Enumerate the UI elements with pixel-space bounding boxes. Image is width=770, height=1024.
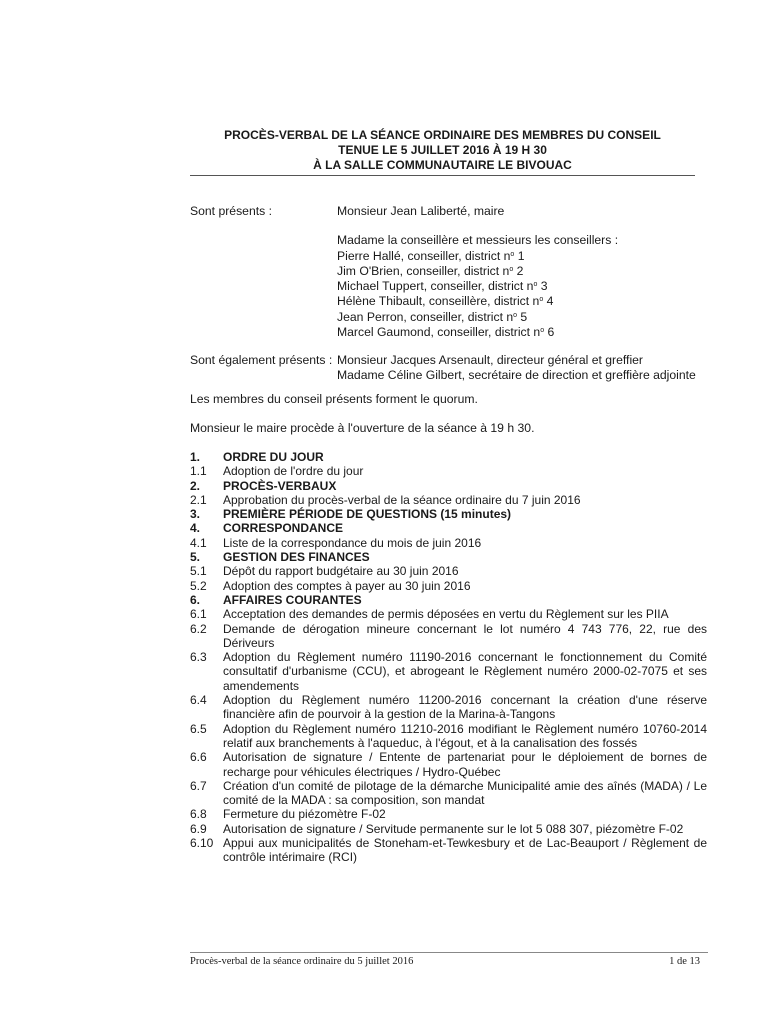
agenda-item-text: PREMIÈRE PÉRIODE DE QUESTIONS (15 minutes) [223, 507, 512, 522]
page-footer [190, 956, 700, 967]
quorum-text: Les membres du conseil présents forment le quorum. [190, 392, 478, 406]
agenda-item-text: Adoption du Règlement numéro 11190-2016 concernant le fonctionnement du Comité consultatif d'urbanisme (CCU), et abrogeant le Règlement numéro 2000-02-7075 et ses amendements [223, 650, 707, 693]
agenda-item [190, 493, 707, 507]
agenda-item [190, 693, 707, 722]
agenda-section [190, 479, 707, 493]
agenda-item-number: 6.6 [190, 750, 207, 765]
agenda-section [190, 507, 707, 521]
councillor-line: Marcel Gaumond, conseiller, district $n^o$ 6 [337, 325, 555, 340]
agenda-item-text: Appui aux municipalités de Stoneham-et-Tewkesbury et de Lac-Beauport / Règlement de contrôle intérimaire (RCI) [223, 836, 707, 865]
agenda-item-number: 6.9 [190, 821, 207, 836]
agenda-item-number: 5.1 [190, 564, 207, 579]
page-number: 1 de 13 [669, 956, 700, 967]
agenda-item-text: ORDRE DU JOUR [223, 450, 324, 464]
agenda-item [190, 536, 707, 550]
councillor-line: Pierre Hallé, conseiller, district $n^o$ 1 [337, 248, 525, 263]
agenda-item-text: Acceptation des demandes de permis déposées en vertu du Règlement sur les PIIA [223, 607, 669, 622]
attendance-section [190, 204, 696, 382]
agenda-item-text: AFFAIRES COURANTES [223, 592, 362, 607]
agenda-item-number: 6.2 [190, 621, 207, 636]
agenda-item [190, 464, 707, 478]
opening-text: Monsieur le maire procède à l'ouverture de la séance à 19 h 30. [190, 421, 535, 435]
agenda-item-text: PROCÈS-VERBAUX [223, 478, 337, 493]
agenda-item-number: 2.1 [190, 492, 207, 507]
councillor-line: Jim O'Brien, conseiller, district $n^o$ 2 [337, 263, 524, 278]
councillor-lines [337, 248, 618, 340]
also-present-label: Sont également présents : [190, 353, 333, 368]
agenda-item-text: Adoption de l'ordre du jour [223, 464, 364, 479]
agenda-item-text: GESTION DES FINANCES [223, 550, 370, 565]
agenda-section [190, 521, 707, 535]
councillor-line: Jean Perron, conseiller, district $n^o$ 5 [337, 309, 528, 324]
agenda-item-number: 6.8 [190, 807, 207, 822]
agenda-item-text: Création d'un comité de pilotage de la démarche Municipalité amie des aînés (MADA) / Le comité de la MADA : sa composition, son mandat [223, 778, 707, 808]
title-divider [190, 175, 695, 176]
agenda-item-text: Fermeture du piézomètre F-02 [223, 807, 386, 822]
agenda-item-number: 6.10 [190, 836, 214, 851]
agenda-item [190, 607, 707, 621]
agenda-item-number: 6. [190, 592, 201, 607]
councillors-list [337, 233, 618, 339]
agenda-item-number: 5.2 [190, 578, 207, 593]
title-line-3: À LA SALLE COMMUNAUTAIRE LE BIVOUAC [313, 158, 572, 172]
presents-label: Sont présents : [190, 204, 272, 218]
agenda-item [190, 650, 707, 693]
also-present-2: Madame Céline Gilbert, secrétaire de direction et greffière adjointe [337, 367, 696, 382]
agenda-section [190, 450, 707, 464]
agenda-item-text: CORRESPONDANCE [223, 521, 344, 536]
agenda-item [190, 564, 707, 578]
agenda-item [190, 807, 707, 821]
agenda-item [190, 750, 707, 779]
agenda-item-text: Dépôt du rapport budgétaire au 30 juin 2016 [223, 564, 459, 579]
agenda-item-number: 6.4 [190, 693, 207, 708]
agenda-item-number: 6.3 [190, 650, 207, 665]
agenda-item-number: 6.7 [190, 778, 207, 793]
agenda-section [190, 593, 707, 607]
agenda-section [190, 550, 707, 564]
mayor-line: Monsieur Jean Laliberté, maire [337, 204, 505, 218]
agenda-item-text: Demande de dérogation mineure concernant le lot numéro 4 743 776, 22, rue des Dériveurs [223, 621, 707, 650]
agenda-item-text: Autorisation de signature / Servitude permanente sur le lot 5 088 307, piézomètre F-02 [223, 821, 684, 836]
footer-document-title: Procès-verbal de la séance ordinaire du 5 juillet 2016 [190, 956, 414, 967]
agenda-item-number: 4. [190, 521, 201, 536]
agenda-item [190, 779, 707, 808]
agenda-item-text: Approbation du procès-verbal de la séance ordinaire du 7 juin 2016 [223, 492, 581, 507]
agenda-item-number: 6.1 [190, 607, 207, 622]
agenda-item [190, 836, 707, 865]
agenda-item-number: 5. [190, 550, 201, 565]
agenda-item [190, 722, 707, 751]
also-present-1: Monsieur Jacques Arsenault, directeur général et greffier [337, 353, 643, 368]
agenda-item-number: 6.5 [190, 721, 207, 736]
councillor-line: Hélène Thibault, conseillère, district $n^o$ 4 [337, 294, 554, 309]
agenda-item-text: Adoption du Règlement numéro 11200-2016 concernant la création d'une réserve financière afin de pourvoir à la gestion de la Marina-à-Tangons [223, 693, 707, 722]
agenda-item-text: Adoption du Règlement numéro 11210-2016 modifiant le Règlement numéro 10760-2014 relatif aux branchements à l'aqueduc, à l'égout, et à la canalisation des fossés [223, 721, 707, 750]
agenda-item-text: Adoption des comptes à payer au 30 juin 2016 [223, 578, 471, 593]
councillors-intro: Madame la conseillère et messieurs les conseillers : [337, 233, 619, 248]
agenda-item-text: Autorisation de signature / Entente de partenariat pour le déploiement de bornes de recharge pour véhicules électriques / Hydro-Québec [223, 750, 707, 779]
agenda-item-number: 1. [190, 450, 201, 464]
agenda-item-number: 4.1 [190, 535, 207, 550]
agenda-item [190, 579, 707, 593]
agenda-item-number: 1.1 [190, 464, 207, 479]
footer-divider [190, 952, 708, 953]
agenda-item [190, 622, 707, 651]
title-line-1: PROCÈS-VERBAL DE LA SÉANCE ORDINAIRE DES MEMBRES DU CONSEIL [224, 128, 661, 142]
document-title [190, 128, 695, 173]
agenda-item-number: 3. [190, 507, 201, 522]
title-line-2: TENUE LE 5 JUILLET 2016 À 19 H 30 [338, 143, 547, 157]
agenda-item-text: Liste de la correspondance du mois de juin 2016 [223, 535, 482, 550]
councillor-line: Michael Tuppert, conseiller, district $n^o$ 3 [337, 279, 548, 294]
agenda-item-number: 2. [190, 478, 201, 493]
agenda-list [190, 450, 707, 865]
agenda-item [190, 822, 707, 836]
